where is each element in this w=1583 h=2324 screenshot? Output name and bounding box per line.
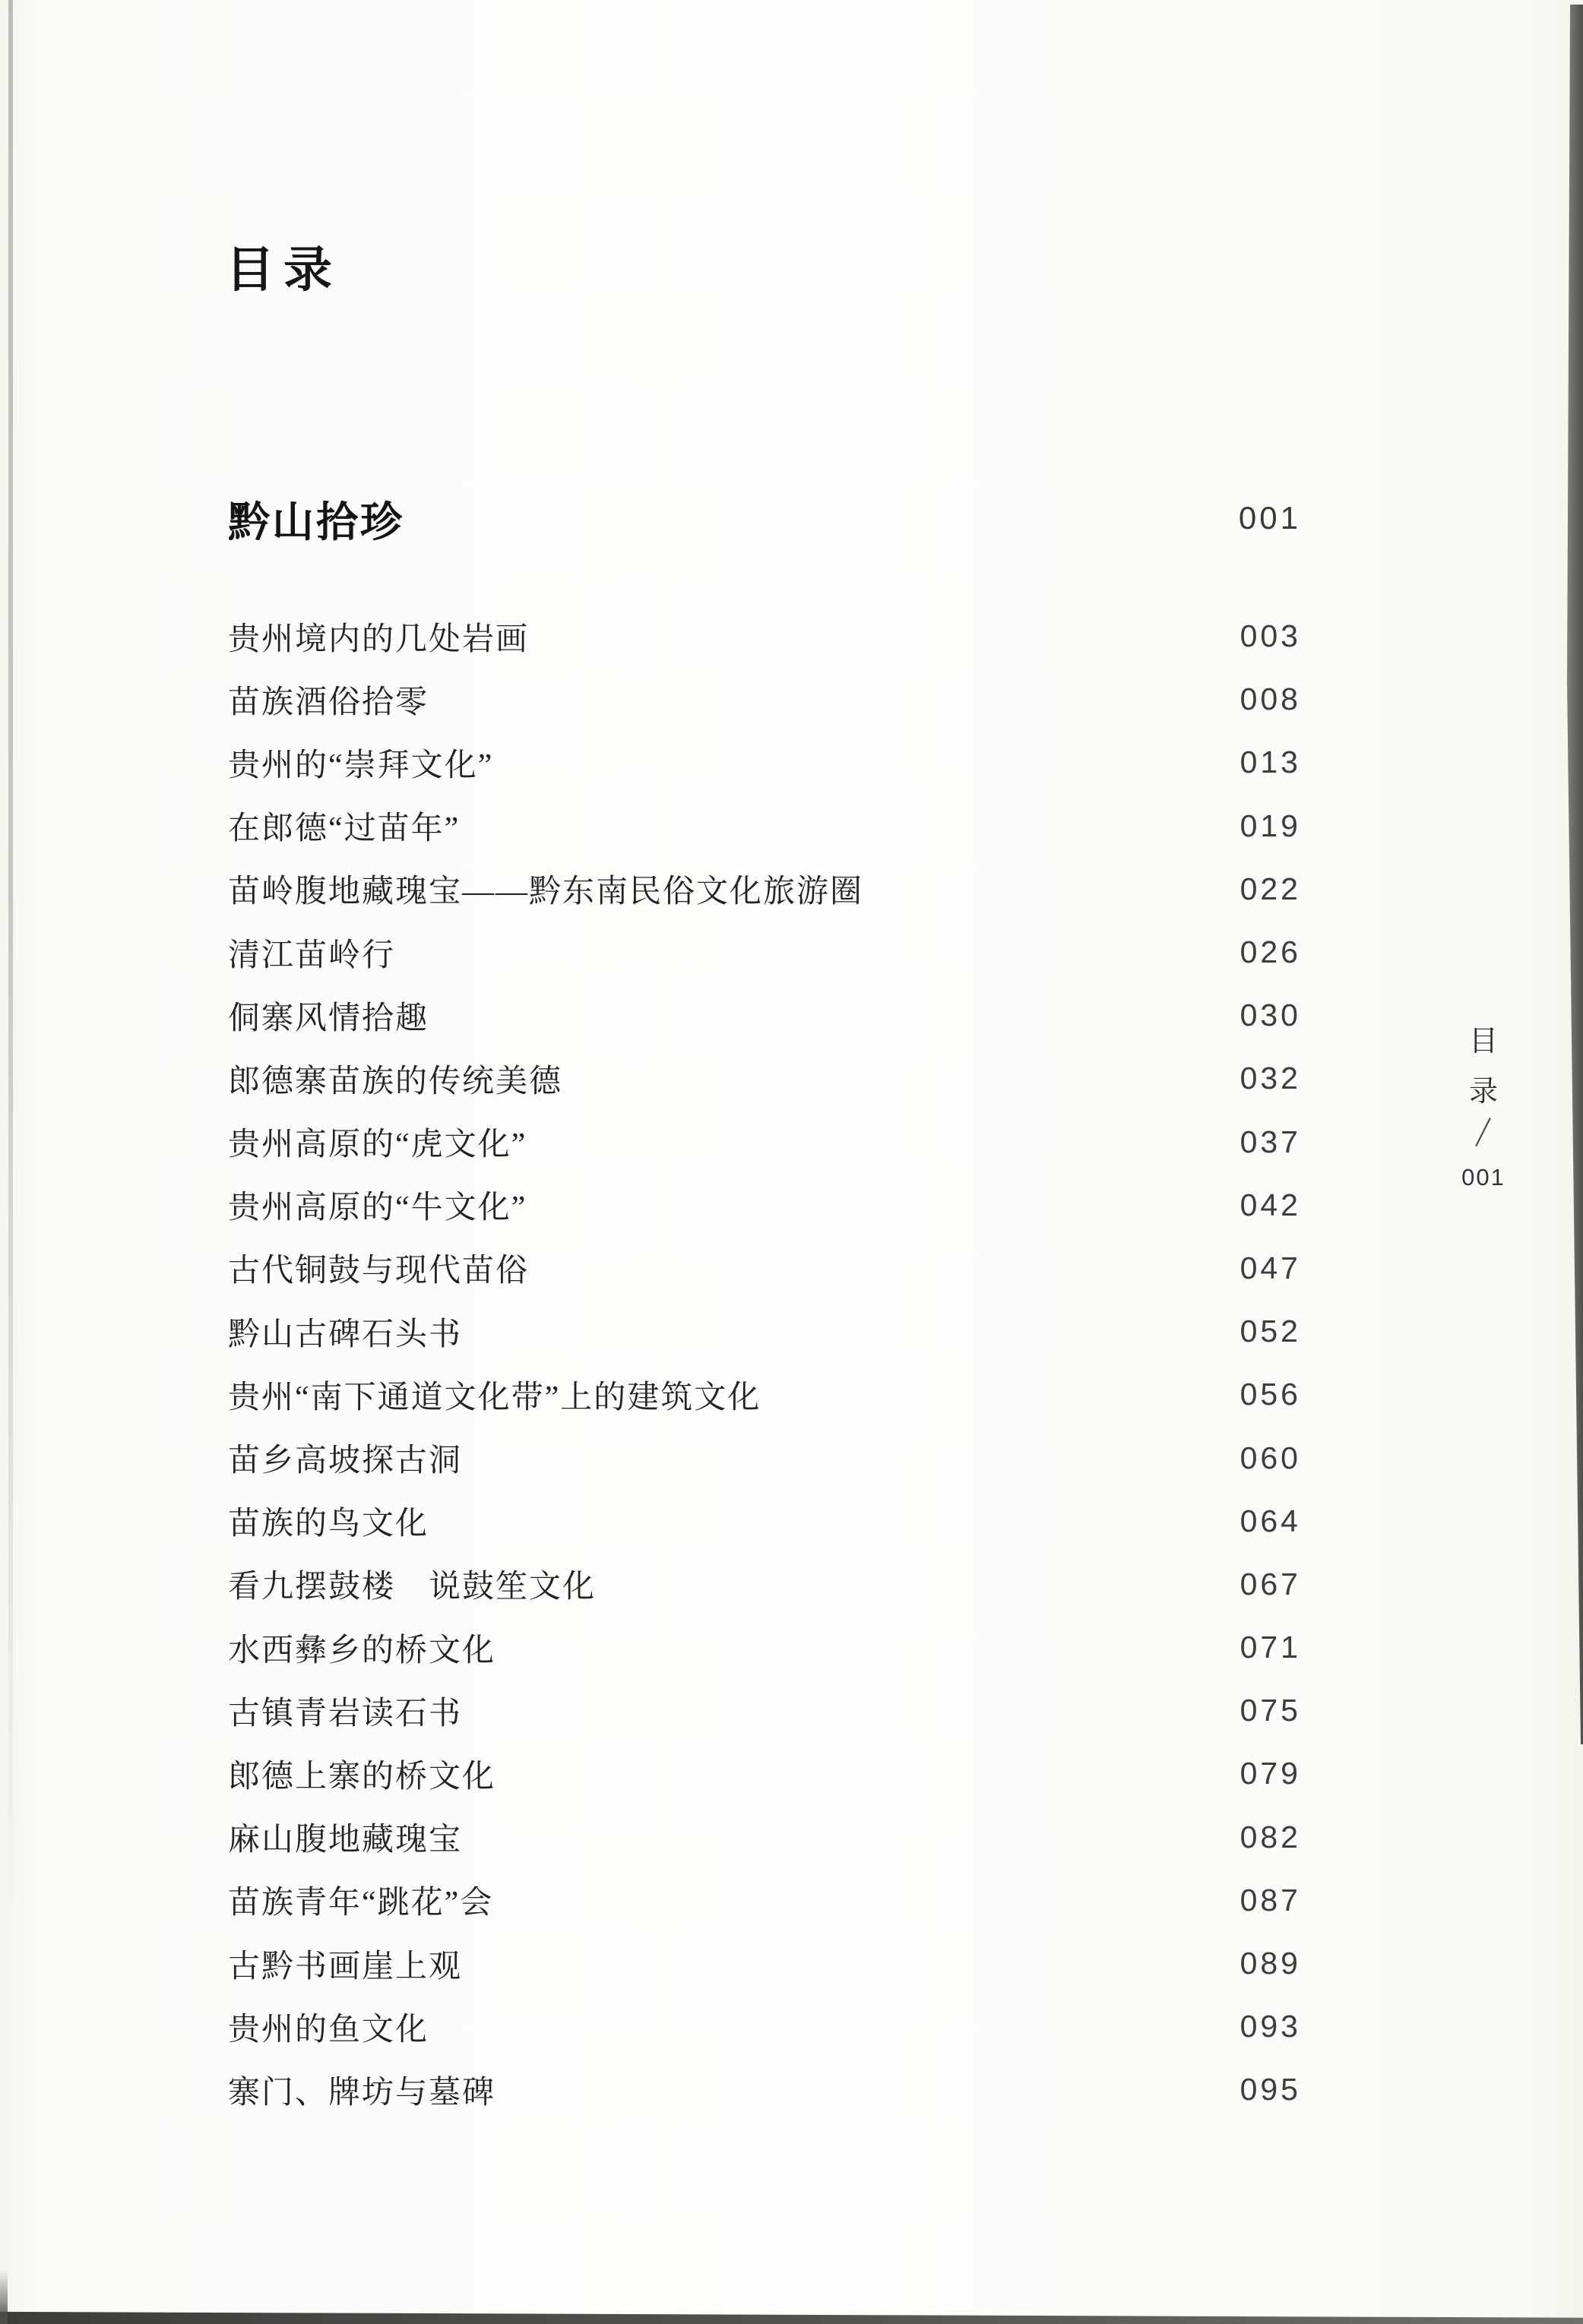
toc-entry-row bbox=[228, 1363, 1301, 1426]
toc-entry-page-number: 008 bbox=[1239, 681, 1301, 717]
toc-entry-row bbox=[228, 921, 1301, 984]
toc-entry-page-number: 067 bbox=[1239, 1566, 1301, 1602]
scan-edge-right bbox=[1564, 5, 1583, 1744]
toc-entry-row bbox=[228, 1995, 1301, 2058]
toc-entry-row bbox=[228, 1806, 1301, 1869]
toc-entry-row bbox=[228, 984, 1301, 1047]
toc-entry-page-number: 087 bbox=[1239, 1882, 1301, 1918]
toc-entry-row bbox=[228, 731, 1301, 794]
toc-entry-row bbox=[228, 1742, 1301, 1805]
toc-entry-title: 贵州境内的几处岩画 bbox=[228, 621, 530, 657]
toc-entry-row bbox=[228, 605, 1301, 668]
section-heading-row bbox=[228, 489, 1301, 547]
toc-entry-row bbox=[228, 1174, 1301, 1237]
toc-entry-page-number: 032 bbox=[1239, 1061, 1301, 1096]
section-title: 黔山拾珍 bbox=[228, 498, 405, 545]
toc-entry-row bbox=[228, 1869, 1301, 1932]
toc-entry-title: 侗寨风情拾趣 bbox=[228, 1001, 429, 1036]
toc-entry-page-number: 079 bbox=[1239, 1756, 1301, 1791]
toc-entry-title: 水西彝乡的桥文化 bbox=[228, 1633, 496, 1668]
toc-entry-row bbox=[228, 795, 1301, 858]
toc-entry-title: 贵州的“崇拜文化” bbox=[228, 748, 494, 783]
toc-entry-title: 郎德上寨的桥文化 bbox=[228, 1759, 496, 1794]
toc-entry-page-number: 052 bbox=[1239, 1314, 1301, 1349]
margin-caption bbox=[1450, 1027, 1517, 1191]
toc-entry-title: 苗乡高坡探古洞 bbox=[228, 1443, 463, 1479]
toc-entry-page-number: 047 bbox=[1239, 1250, 1301, 1285]
toc-entry-page-number: 013 bbox=[1239, 745, 1301, 780]
toc-entry-title: 贵州的鱼文化 bbox=[228, 2012, 429, 2047]
toc-entry-page-number: 019 bbox=[1239, 808, 1301, 843]
toc-entry-page-number: 095 bbox=[1239, 2072, 1301, 2107]
toc-entry-row bbox=[228, 1047, 1301, 1110]
toc-entry-page-number: 060 bbox=[1239, 1440, 1301, 1475]
scan-edge-bottom bbox=[0, 2307, 1583, 2324]
toc-entry-page-number: 056 bbox=[1239, 1377, 1301, 1412]
toc-entry-row bbox=[228, 1490, 1301, 1553]
toc-entry-title: 古镇青岩读石书 bbox=[228, 1696, 463, 1731]
toc-entry-title: 黔山古碑石头书 bbox=[228, 1317, 463, 1352]
margin-caption-page-number: 001 bbox=[1461, 1164, 1505, 1190]
toc-entry-title: 贵州“南下通道文化带”上的建筑文化 bbox=[228, 1380, 761, 1415]
toc-entry-title: 古黔书画崖上观 bbox=[228, 1949, 463, 1984]
toc-entry-title: 古代铜鼓与现代苗俗 bbox=[228, 1254, 530, 1289]
toc-entry-row bbox=[228, 1111, 1301, 1174]
toc-entry-row bbox=[228, 1237, 1301, 1300]
toc-entry-title: 贵州高原的“虎文化” bbox=[228, 1127, 527, 1163]
toc-entry-title: 苗族的鸟文化 bbox=[228, 1507, 429, 1542]
toc-entry-page-number: 003 bbox=[1239, 618, 1301, 654]
toc-entry-title: 麻山腹地藏瑰宝 bbox=[228, 1823, 463, 1858]
toc-entry-title: 在郎德“过苗年” bbox=[228, 811, 461, 847]
toc-entry-title: 郎德寨苗族的传统美德 bbox=[228, 1064, 563, 1099]
toc-entry-row bbox=[228, 668, 1301, 731]
toc-entry-title: 看九摆鼓楼 说鼓笙文化 bbox=[228, 1570, 597, 1605]
page-title: 目录 bbox=[226, 243, 341, 297]
toc-entry-row bbox=[228, 1300, 1301, 1363]
toc-entry-page-number: 026 bbox=[1239, 934, 1301, 970]
toc-entry-row bbox=[228, 858, 1301, 921]
toc-entry-row bbox=[228, 2058, 1301, 2121]
toc-entry-page-number: 093 bbox=[1239, 2009, 1301, 2044]
toc-entry-page-number: 089 bbox=[1239, 1946, 1301, 1981]
toc-entry-title: 寨门、牌坊与墓碑 bbox=[228, 2075, 496, 2111]
toc-entry-title: 苗岭腹地藏瑰宝——黔东南民俗文化旅游圈 bbox=[228, 874, 864, 910]
toc-entry-row bbox=[228, 1553, 1301, 1616]
section-page-number: 001 bbox=[1238, 500, 1301, 536]
toc-entry-page-number: 022 bbox=[1239, 871, 1301, 906]
toc-entry-page-number: 082 bbox=[1239, 1819, 1301, 1854]
toc-entry-row bbox=[228, 1426, 1301, 1489]
toc-entry-page-number: 071 bbox=[1239, 1630, 1301, 1665]
toc-entry-title: 贵州高原的“牛文化” bbox=[228, 1190, 527, 1226]
page-crease-line bbox=[8, 0, 13, 1945]
toc-entry-row bbox=[228, 1932, 1301, 1995]
toc-entry-title: 清江苗岭行 bbox=[228, 938, 396, 973]
scan-edge-corner bbox=[0, 2270, 8, 2324]
toc-entry-page-number: 075 bbox=[1239, 1693, 1301, 1728]
toc-entry-row bbox=[228, 1679, 1301, 1742]
margin-caption-char: 目 bbox=[1468, 1026, 1498, 1058]
toc-entry-row bbox=[228, 1616, 1301, 1679]
toc-entry-title: 苗族酒俗拾零 bbox=[228, 685, 429, 720]
toc-entry-page-number: 042 bbox=[1239, 1187, 1301, 1222]
toc-entry-page-number: 030 bbox=[1239, 998, 1301, 1033]
toc-entry-title: 苗族青年“跳花”会 bbox=[228, 1886, 494, 1921]
margin-caption-char: 录 bbox=[1468, 1076, 1498, 1108]
toc-entry-page-number: 037 bbox=[1239, 1124, 1301, 1159]
toc-entry-list bbox=[228, 605, 1301, 2122]
margin-caption-slash: / bbox=[1473, 1105, 1494, 1158]
toc-entry-page-number: 064 bbox=[1239, 1503, 1301, 1538]
